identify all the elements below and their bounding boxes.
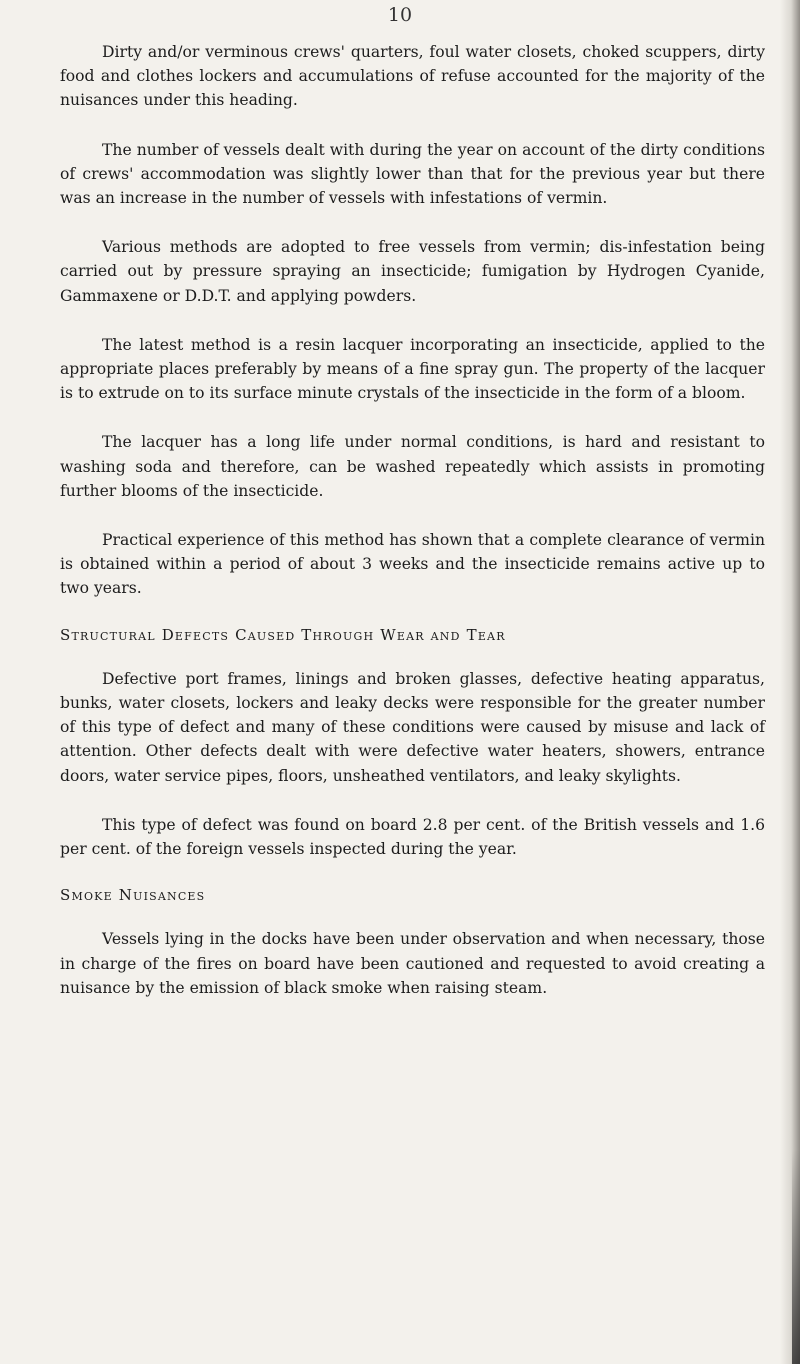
document-body bbox=[60, 40, 765, 1025]
paragraph-lacquer-properties: The lacquer has a long life under normal conditions, is hard and resistant to washing soda and therefore, can be washed repeatedly which assists in promoting further blooms of the insecticide. bbox=[60, 433, 765, 500]
section-heading-smoke-nuisances: Smoke Nuisances bbox=[60, 886, 206, 905]
paragraph-practical-experience: Practical experience of this method has shown that a complete clearance of vermin is obtained within a period of about 3 weeks and the insecticide remains active up to two years. bbox=[60, 531, 765, 598]
section-heading-structural-defects: Structural Defects Caused Through Wear and Tear bbox=[60, 625, 506, 644]
paragraph-defect-percentages: This type of defect was found on board 2.8 per cent. of the British vessels and 1.6 per cent. of the foreign vessels inspected during the year. bbox=[60, 815, 765, 859]
page-edge-dark bbox=[792, 1150, 800, 1364]
paragraph-smoke-nuisances: Vessels lying in the docks have been under observation and when necessary, those in charge of the fires on board have been cautioned and requested to avoid creating a nuisance by the emission of black smoke when raising steam. bbox=[60, 930, 765, 997]
paragraph-structural-defects: Defective port frames, linings and broken glasses, defective heating apparatus, bunks, water closets, lockers and leaky decks were responsible for the greater number of this type of defect and many of these conditions were caused by misuse and lack of attention. Other defects dealt with were defective water heaters, showers, entrance doors, water service pipes, floors, unsheathed ventilators, and leaky skylights. bbox=[60, 669, 765, 785]
paragraph-vessels-dealt-with: The number of vessels dealt with during the year on account of the dirty conditions of crews' accommodation was slightly lower than that for the previous year but there was an increase in the number of vessels with infestations of vermin. bbox=[60, 140, 765, 208]
paragraph-disinfestation-methods: Various methods are adopted to free vessels from vermin; dis-infestation being carried out by pressure spraying an insecticide; fumigation by Hydrogen Cyanide, Gammaxene or D.D.T. and applying powders. bbox=[60, 238, 765, 305]
paragraph-crew-quarters-nuisances: Dirty and/or verminous crews' quarters, foul water closets, choked scuppers, dirty food and clothes lockers and accumulations of refuse accounted for the majority of the nuisances under this heading. bbox=[60, 43, 765, 110]
page-number: 10 bbox=[387, 4, 413, 26]
paragraph-resin-lacquer-method: The latest method is a resin lacquer incorporating an insecticide, applied to the appropriate places preferably by means of a fine spray gun. The property of the lacquer is to extrude on to its surface minute crystals of the insecticide in the form of a bloom. bbox=[60, 335, 765, 403]
